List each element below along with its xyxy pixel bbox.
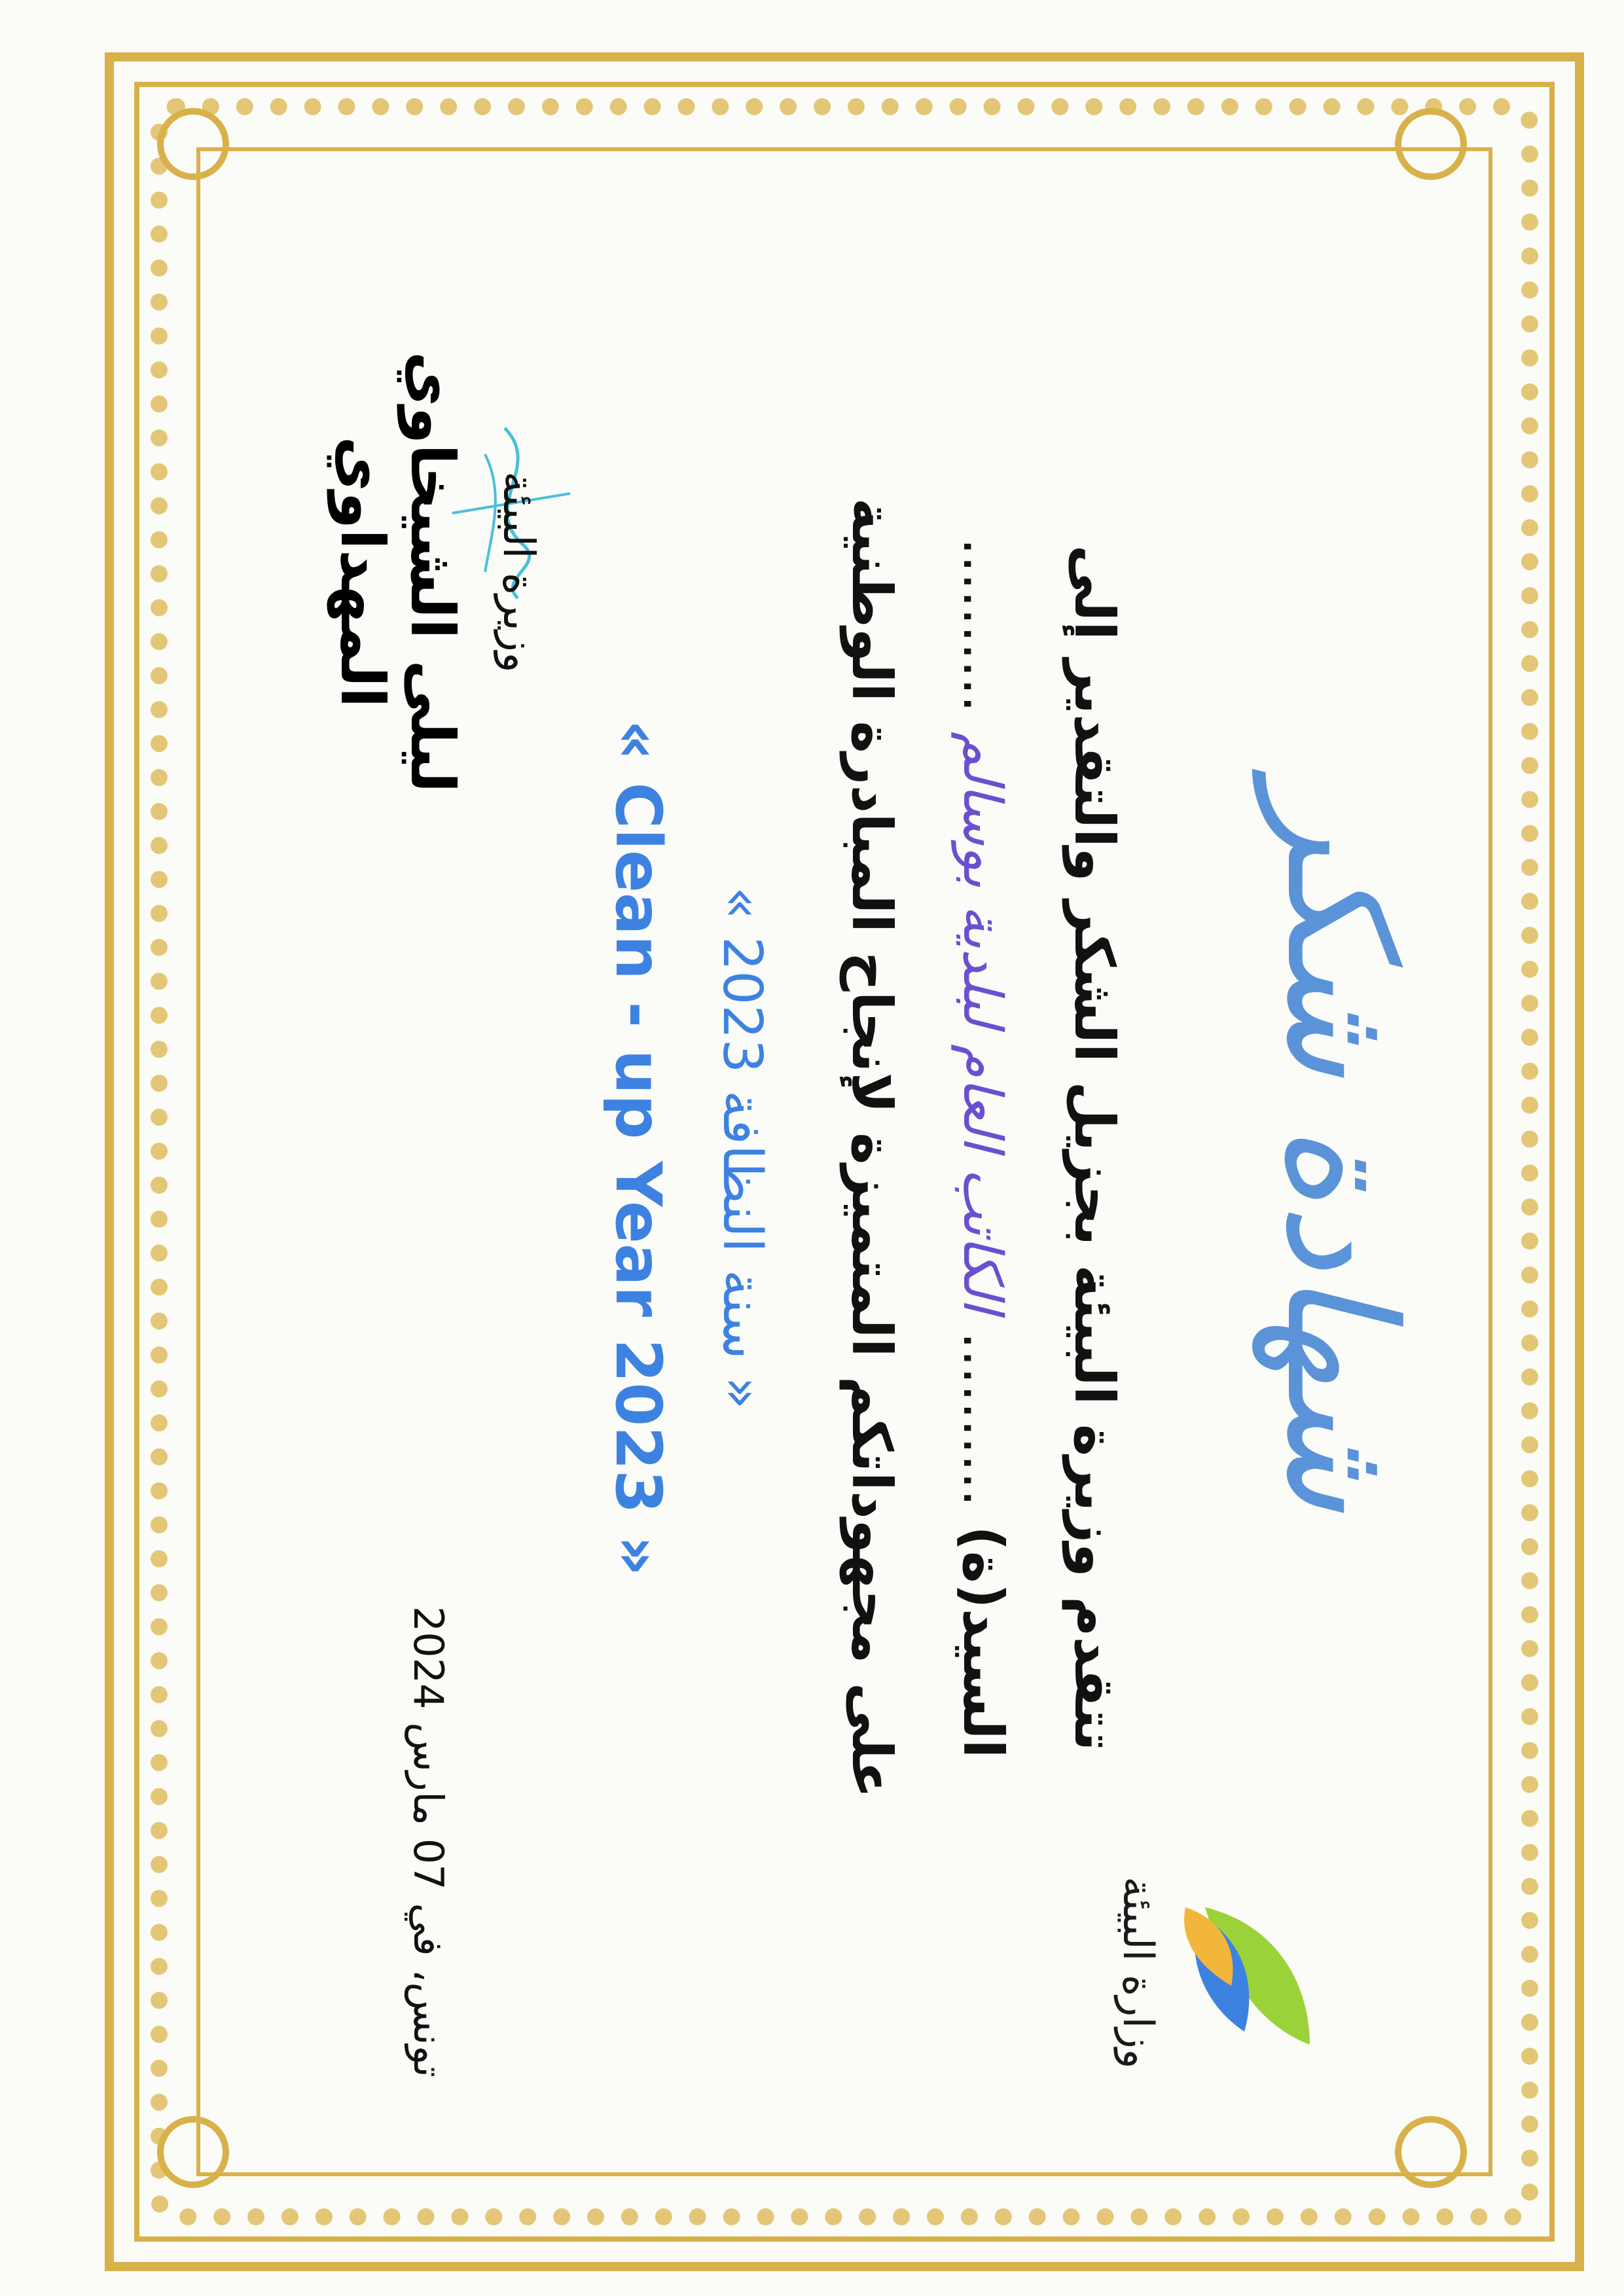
recipient-dots: .......... xyxy=(950,537,1015,713)
logo-label: وزارة البيئة xyxy=(1113,1876,1162,2069)
signer-name: ليلى الشيخاوي المهداوي xyxy=(327,351,467,793)
certificate-content xyxy=(190,166,1434,2130)
signer-title: وزيرة البيئة xyxy=(493,471,544,673)
initiative-name-english: « Clean - up Year 2023 » xyxy=(601,719,675,1577)
appreciation-line: تتقدم وزيرة البيئة بجزيل الشكر والتقدير إلى xyxy=(1062,545,1127,1751)
recipient-dots: .......... xyxy=(950,1332,1015,1507)
recipient-name-handwritten: الكاتب العام لبلدية بوسالم xyxy=(950,731,1013,1313)
issue-date: تونس، في 07 مارس 2024 xyxy=(404,1605,452,2077)
recipient-prefix: السيد(ة) xyxy=(950,1526,1015,1759)
initiative-name-arabic: « سنة النظافة 2023 » xyxy=(710,886,773,1410)
signature-block xyxy=(327,310,544,834)
reason-line: على مجهوداتكم المتميزة لإنجاح المبادرة الوطنية xyxy=(839,497,904,1799)
certificate-title: شهادة شكر xyxy=(1252,784,1428,1512)
recipient-line xyxy=(951,323,1015,1973)
